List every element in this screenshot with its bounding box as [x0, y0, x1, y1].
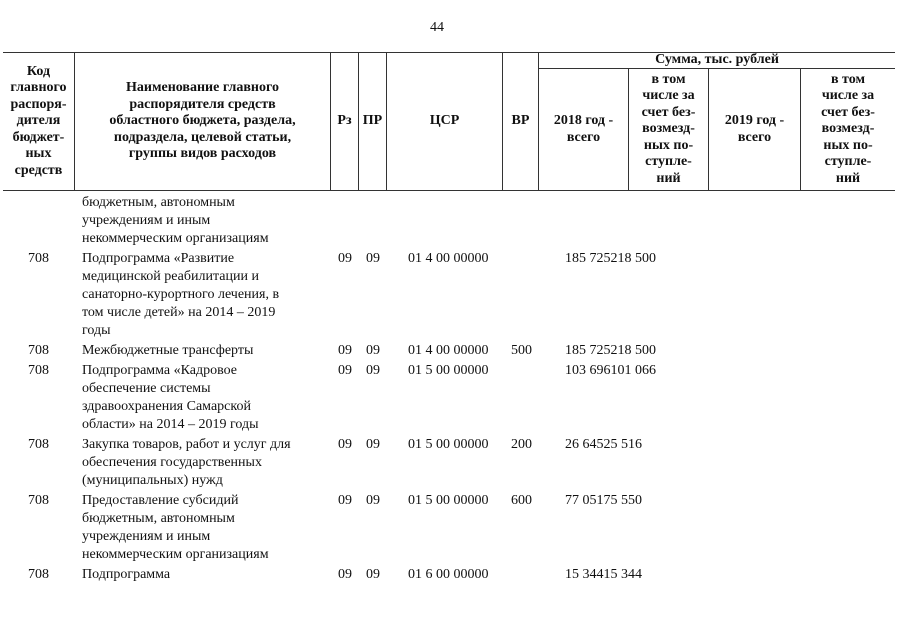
cell-name: Предоставление субсидий бюджетным, автономным учреждениям и иным некоммерческим организациям — [82, 493, 269, 562]
cell-name: Межбюджетные трансферты — [82, 343, 254, 358]
table-row — [0, 360, 905, 434]
cell-pr: 09 — [366, 437, 380, 452]
cell-pr: 09 — [366, 251, 380, 266]
cell-y2018: 185 725 — [565, 343, 611, 358]
cell-csr: 01 4 00 00000 — [408, 251, 489, 266]
table-row — [0, 192, 905, 248]
header-rz: Рз — [337, 113, 352, 129]
header-vr: ВР — [511, 113, 530, 129]
table-row — [0, 564, 905, 584]
cell-csr: 01 4 00 00000 — [408, 343, 489, 358]
table-row — [0, 434, 905, 490]
cell-rz: 09 — [338, 363, 352, 378]
cell-vr: 200 — [511, 437, 532, 452]
cell-y2018: 185 725 — [565, 251, 611, 266]
cell-code: 708 — [28, 363, 49, 378]
header-2018-free: в том числе за счет без- возмезд- ных по- ступле- ний — [641, 71, 696, 186]
header-2018-total: 2018 год - всего — [553, 113, 614, 145]
cell-code — [28, 194, 82, 212]
table-row — [0, 490, 905, 564]
cell-pr: 09 — [366, 363, 380, 378]
cell-y2019: 101 066 — [610, 363, 656, 378]
cell-name: Закупка товаров, работ и услуг для обеспечения государственных (муниципальных) нужд — [82, 437, 291, 488]
cell-rz: 09 — [338, 343, 352, 358]
cell-code: 708 — [28, 251, 49, 266]
cell-y2019: 218 500 — [610, 343, 656, 358]
cell-pr: 09 — [366, 567, 380, 582]
cell-y2019: 25 516 — [603, 437, 642, 452]
cell-rz — [338, 194, 366, 212]
cell-csr — [408, 194, 511, 212]
cell-csr: 01 5 00 00000 — [408, 363, 489, 378]
cell-y2019: 75 550 — [603, 493, 642, 508]
cell-y2018: 103 696 — [565, 363, 611, 378]
header-pr: ПР — [362, 113, 383, 129]
cell-code: 708 — [28, 343, 49, 358]
header-bottom-border — [3, 190, 895, 191]
header-2019-free: в том числе за счет без- возмезд- ных по- ступле- ний — [821, 71, 875, 186]
page-number: 44 — [430, 20, 444, 35]
cell-name: Подпрограмма «Развитие медицинской реабилитации и санаторно-курортного лечения, в том числе детей» на 2014 – 2019 годы — [82, 251, 280, 338]
cell-vr — [511, 194, 565, 212]
cell-csr: 01 5 00 00000 — [408, 437, 489, 452]
cell-vr: 600 — [511, 493, 532, 508]
cell-vr — [511, 362, 565, 380]
cell-name: бюджетным, автономным учреждениям и иным некоммерческим организациям — [82, 195, 269, 246]
cell-y2019: 15 344 — [603, 567, 642, 582]
cell-y2018: 15 344 — [565, 567, 604, 582]
cell-pr: 09 — [366, 493, 380, 508]
cell-code: 708 — [28, 493, 49, 508]
table-body — [0, 192, 905, 584]
table-row — [0, 248, 905, 340]
cell-rz: 09 — [338, 493, 352, 508]
cell-rz: 09 — [338, 567, 352, 582]
cell-csr: 01 5 00 00000 — [408, 493, 489, 508]
header-csr: ЦСР — [429, 113, 460, 129]
header-code: Код главного распоря- дителя бюджет- ных средств — [10, 63, 67, 178]
cell-pr: 09 — [366, 343, 380, 358]
cell-vr — [511, 566, 565, 584]
cell-name: Подпрограмма «Кадровое обеспечение системы здравоохранения Самарской области» на 2014 – 2019 годы — [82, 363, 259, 432]
table-row — [0, 340, 905, 360]
cell-code: 708 — [28, 567, 49, 582]
header-sum: Сумма, тыс. рублей — [655, 51, 779, 67]
cell-vr: 500 — [511, 343, 532, 358]
header-name: Наименование главного распорядителя средств областного бюджета, раздела, подраздела, целевой статьи, группы видов расходов — [109, 80, 296, 162]
cell-vr — [511, 250, 565, 268]
cell-y2018: 77 051 — [565, 493, 604, 508]
cell-rz: 09 — [338, 251, 352, 266]
cell-code: 708 — [28, 437, 49, 452]
cell-y2019: 218 500 — [610, 251, 656, 266]
cell-rz: 09 — [338, 437, 352, 452]
cell-csr: 01 6 00 00000 — [408, 567, 489, 582]
cell-name: Подпрограмма — [82, 567, 171, 582]
cell-pr — [366, 194, 408, 212]
cell-y2018: 26 645 — [565, 437, 604, 452]
header-2019-total: 2019 год - всего — [724, 113, 785, 145]
